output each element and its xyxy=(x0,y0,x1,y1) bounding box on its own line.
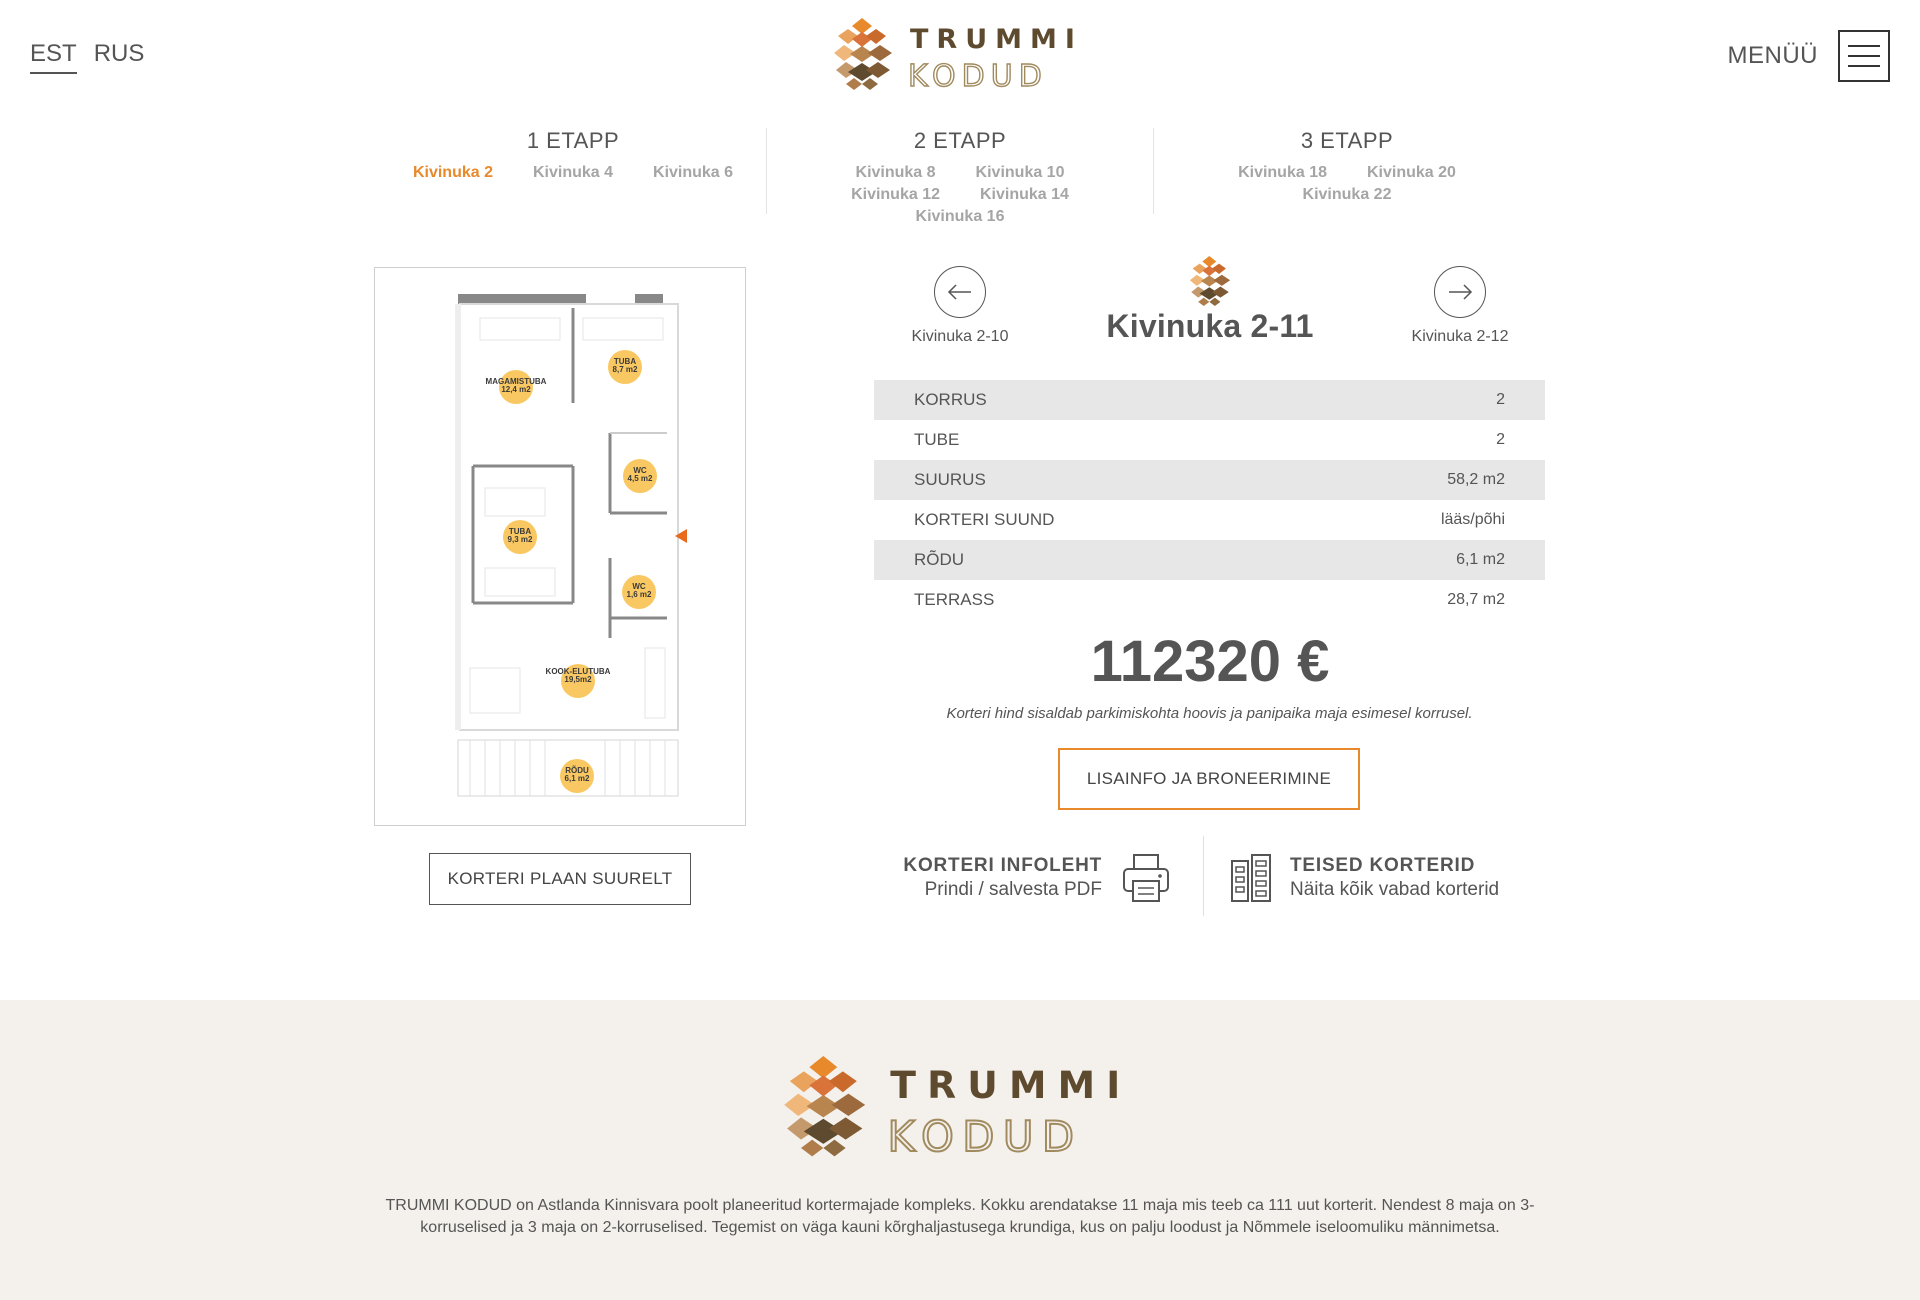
other-apartments-title: TEISED KORTERID xyxy=(1290,855,1476,877)
building-link[interactable]: Kivinuka 12 xyxy=(851,186,940,203)
booking-button[interactable]: LISAINFO JA BRONEERIMINE xyxy=(1058,748,1360,810)
svg-text:TRUMMI: TRUMMI xyxy=(890,1062,1132,1107)
spec-row: SUURUS 58,2 m2 xyxy=(874,460,1545,500)
building-link[interactable]: Kivinuka 6 xyxy=(653,164,734,181)
building-link[interactable]: Kivinuka 16 xyxy=(915,208,1005,225)
stage-navigation xyxy=(380,128,1540,225)
building-link[interactable]: Kivinuka 22 xyxy=(1302,186,1392,203)
stage-title: 2 ETAPP xyxy=(913,128,1007,153)
menu xyxy=(1728,30,1891,82)
svg-text:KODUD: KODUD xyxy=(887,1111,1083,1161)
stage-1 xyxy=(380,128,766,214)
apartment-specs-table xyxy=(874,380,1545,620)
entry-arrow-icon xyxy=(675,529,687,543)
infosheet-title: KORTERI INFOLEHT xyxy=(903,855,1102,877)
prev-apartment[interactable] xyxy=(890,266,1030,346)
prev-apartment-label[interactable]: Kivinuka 2-10 xyxy=(911,328,1009,345)
svg-text:KODUD: KODUD xyxy=(908,59,1048,94)
spec-row: KORRUS 2 xyxy=(874,380,1545,420)
arrow-left-icon[interactable] xyxy=(934,266,986,318)
trummi-kodud-logo[interactable] xyxy=(834,18,1086,94)
stage-title: 1 ETAPP xyxy=(526,128,620,153)
arrow-right-icon[interactable] xyxy=(1434,266,1486,318)
other-apartments-link[interactable] xyxy=(1230,838,1540,918)
price-note: Korteri hind sisaldab parkimiskohta hoovis ja panipaika maja esimesel korrusel. xyxy=(946,705,1473,722)
building-link[interactable]: Kivinuka 8 xyxy=(855,164,936,181)
building-link[interactable]: Kivinuka 2 xyxy=(412,164,493,181)
trummi-kodud-logo[interactable] xyxy=(782,1056,1138,1162)
room-label: KOOK-ELUTUBA 19,5m2 xyxy=(545,667,611,685)
infosheet-subtitle: Prindi / salvesta PDF xyxy=(924,879,1102,900)
next-apartment[interactable] xyxy=(1390,266,1530,346)
room-label: WC 1,6 m2 xyxy=(626,582,652,600)
infosheet-link[interactable] xyxy=(880,838,1170,918)
apartment-price: 112320 € xyxy=(1090,629,1330,694)
printer-icon xyxy=(1122,853,1170,903)
room-label: TUBA 8,7 m2 xyxy=(612,357,638,375)
spec-row: RÕDU 6,1 m2 xyxy=(874,540,1545,580)
pinecone-icon xyxy=(834,18,892,90)
room-label: RÕDU 6,1 m2 xyxy=(564,766,590,784)
svg-text:TRUMMI: TRUMMI xyxy=(910,24,1083,55)
footer-description: TRUMMI KODUD on Astlanda Kinnisvara poolt planeeritud kortermajade kompleks. Kokku arendatakse 11 maja mis teeb ca 111 uut korterit. Nendest 8 maja on 3-korruselised ja 3 maja on 2-korruselised. Tegemist on väga kauni kõrghaljastusega krundiga, kus on palju loodust ja Nõmmele iseloomuliku männimetsa. xyxy=(385,1197,1535,1236)
room-label: WC 4,5 m2 xyxy=(627,466,653,484)
lang-rus[interactable]: RUS xyxy=(93,40,145,67)
spec-row: TERRASS 28,7 m2 xyxy=(914,590,1505,609)
stage-title: 3 ETAPP xyxy=(1300,128,1394,153)
building-link[interactable]: Kivinuka 4 xyxy=(532,164,614,181)
language-switcher xyxy=(30,40,144,74)
footer xyxy=(0,1000,1920,1300)
pinecone-icon xyxy=(784,1056,865,1156)
menu-label[interactable]: MENÜÜ xyxy=(1727,42,1818,69)
spec-row: KORTERI SUUND lääs/põhi xyxy=(914,510,1505,529)
floor-plan[interactable] xyxy=(374,267,746,826)
building-icon xyxy=(1230,853,1272,903)
building-link[interactable]: Kivinuka 18 xyxy=(1238,164,1327,181)
view-plan-large-button[interactable]: KORTERI PLAAN SUURELT xyxy=(429,853,691,905)
stage-2 xyxy=(766,128,1153,225)
building-link[interactable]: Kivinuka 14 xyxy=(980,186,1069,203)
room-label: MAGAMISTUBA 12,4 m2 xyxy=(485,377,547,395)
hamburger-icon[interactable] xyxy=(1838,30,1890,82)
divider xyxy=(1203,836,1204,916)
pinecone-icon xyxy=(1185,256,1235,306)
building-link[interactable]: Kivinuka 20 xyxy=(1367,164,1456,181)
room-label: TUBA 9,3 m2 xyxy=(507,527,533,545)
floor-plan-drawing xyxy=(375,268,745,825)
building-link[interactable]: Kivinuka 10 xyxy=(975,164,1065,181)
lang-est[interactable]: EST xyxy=(30,40,77,74)
spec-row: TUBE 2 xyxy=(914,430,1505,449)
stage-3 xyxy=(1153,128,1540,214)
other-apartments-subtitle: Näita kõik vabad korterid xyxy=(1290,879,1500,900)
next-apartment-label[interactable]: Kivinuka 2-12 xyxy=(1411,328,1509,345)
apartment-title: Kivinuka 2-11 xyxy=(1106,308,1314,344)
